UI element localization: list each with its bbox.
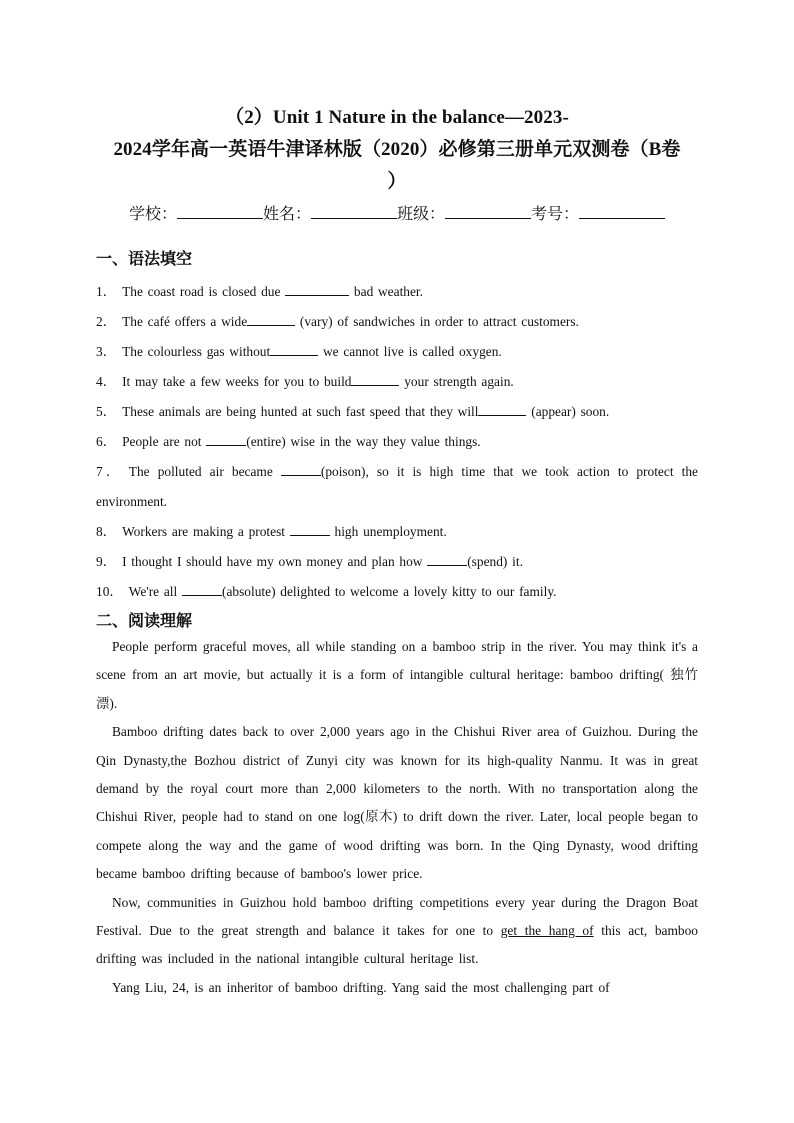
number-blank[interactable]: [579, 204, 665, 219]
title-line-3: ）: [387, 171, 407, 192]
question-item: 7． The polluted air became (poison), so it is high time that we took action to protect the environment.: [96, 464, 698, 509]
question-item: 3． The colourless gas without we cannot live is called oxygen.: [96, 344, 502, 359]
answer-blank[interactable]: [270, 343, 318, 356]
grammar-question-list: [96, 277, 698, 607]
answer-blank[interactable]: [281, 463, 321, 476]
passage-paragraph-4: Yang Liu, 24, is an inheritor of bamboo drifting. Yang said the most challenging part of: [112, 979, 610, 995]
answer-blank[interactable]: [247, 313, 295, 326]
passage-paragraph-2: Bamboo drifting dates back to over 2,000 years ago in the Chishui River area of Guizhou. During the Qin Dynasty,the Bozhou district of Zunyi city was known for its high-quality Nanmu. It was in great demand by the royal court more than 2,000 kilometers to the north. With no transportation along the Chishui River, people had to stand on one log(原木) to drift down the river. Later, local people began to compete along the way and the game of wood drifting was born. In the Qing Dynasty, wood drifting became bamboo drifting because of bamboo's lower price.: [96, 724, 698, 882]
reading-passage: [96, 633, 698, 1002]
name-blank[interactable]: [311, 204, 397, 219]
answer-blank[interactable]: [478, 403, 526, 416]
answer-blank[interactable]: [285, 283, 349, 296]
answer-blank[interactable]: [182, 583, 222, 596]
question-item: 4． It may take a few weeks for you to build your strength again.: [96, 374, 514, 389]
answer-blank[interactable]: [427, 553, 467, 566]
question-item: 5． These animals are being hunted at such fast speed that they will (appear) soon.: [96, 404, 610, 419]
question-item: 8． Workers are making a protest high unemployment.: [96, 524, 447, 539]
title-line-2: 2024学年高一英语牛津译林版（2020）必修第三册单元双测卷（B卷: [113, 139, 681, 160]
student-info-line: [96, 203, 698, 225]
passage-paragraph-1: People perform graceful moves, all while standing on a bamboo strip in the river. You may think it's a scene from an art movie, but actually it is a form of intangible cultural heritage: bamboo drifting( 独竹漂).: [96, 639, 698, 711]
question-item: 6． People are not (entire) wise in the way they value things.: [96, 434, 481, 449]
underlined-phrase: get the hang of: [500, 923, 594, 939]
answer-blank[interactable]: [290, 523, 330, 536]
school-label: 学校：: [128, 204, 177, 223]
section-heading-reading: 二、阅读理解: [96, 611, 193, 630]
question-item: 10． We're all (absolute) delighted to welcome a lovely kitty to our family.: [96, 584, 557, 599]
answer-blank[interactable]: [206, 433, 246, 446]
title-line-1: （2）Unit 1 Nature in the balance—2023-: [225, 107, 569, 128]
number-label: 考号：: [531, 204, 580, 223]
class-label: 班级：: [397, 204, 446, 223]
question-item: 2． The café offers a wide (vary) of sandwiches in order to attract customers.: [96, 314, 579, 329]
exam-title: [96, 102, 698, 198]
question-item: 9． I thought I should have my own money and plan how (spend) it.: [96, 554, 523, 569]
school-blank[interactable]: [177, 204, 263, 219]
passage-paragraph-3: Now, communities in Guizhou hold bamboo drifting competitions every year during the Dragon Boat Festival. Due to the great strength and balance it takes for one to get the hang of this act, bamboo drifting was included in the national intangible cultural heritage list.: [96, 894, 698, 967]
question-item: 1． The coast road is closed due bad weather.: [96, 284, 424, 299]
class-blank[interactable]: [445, 204, 531, 219]
section-heading-grammar: 一、语法填空: [96, 249, 193, 268]
name-label: 姓名：: [262, 204, 311, 223]
answer-blank[interactable]: [351, 373, 399, 386]
